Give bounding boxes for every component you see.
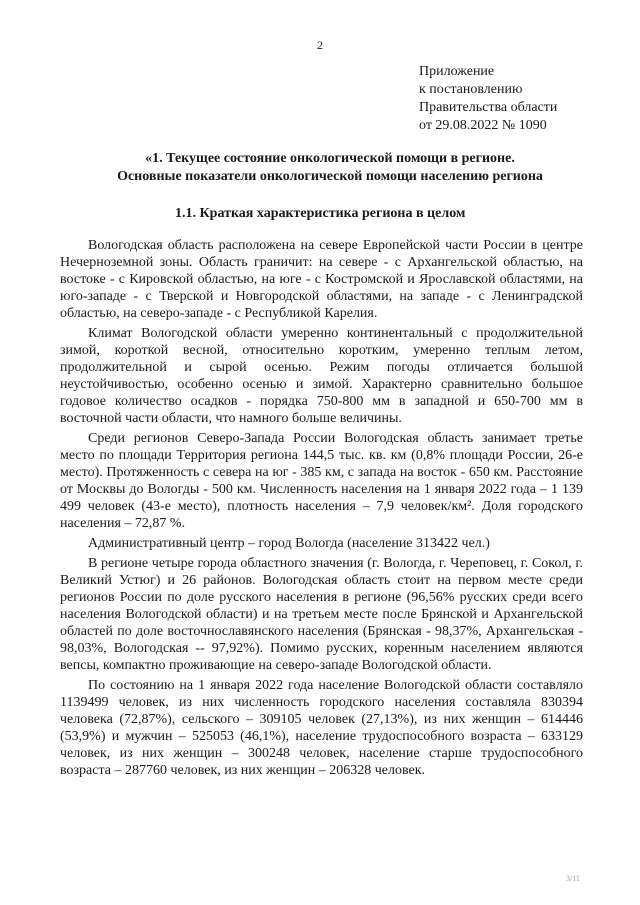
- paragraph: По состоянию на 1 января 2022 года население Вологодской области составляло 1139499 человек, из них численность городского населения составляла 830394 человека (72,87%), сельского – 309105 человек (27,13%), из них женщин – 614446 (53,9%) и мужчин – 525053 (46,1%), население трудоспособного возраста – 633129 человек, из них женщин – 300248 человек, население старше трудоспособного возраста – 287760 человек, из них женщин – 206328 человек.: [60, 678, 583, 778]
- paragraph: Административный центр – город Вологда (население 313422 чел.): [88, 536, 490, 551]
- appendix-line: от 29.08.2022 № 1090: [419, 118, 547, 133]
- appendix-line: к постановлению: [419, 82, 523, 97]
- document-body: [60, 237, 583, 779]
- paragraph: Среди регионов Северо-Запада России Вологодская область занимает третье место по площади Территория региона 144,5 тыс. кв. км (0,8% площади России, 26-е место). Протяженность с севера на юг - 385 км, с запада на восток - 650 км. Расстояние от Москвы до Вологды - 500 км. Численность населения на 1 января 2022 года – 1 139 499 человек (43-е место), плотность населения – 7,9 человек/км². Доля городского населения – 72,87 %.: [60, 431, 583, 531]
- title-line: «1. Текущее состояние онкологической помощи в регионе.: [145, 151, 515, 166]
- paragraph: Климат Вологодской области умеренно континентальный с продолжительной зимой, короткой весной, относительно коротким, умеренно теплым летом, продолжительной и сырой осенью. Режим погоды отличается большой неустойчивостью, особенно осенью и зимой. Характерно сравнительно большое годовое количество осадков - порядка 750-800 мм в западной и 650-700 мм в восточной части области, что намного больше величины.: [60, 326, 583, 426]
- page-stamp: 3/11: [566, 874, 580, 883]
- paragraph: В регионе четыре города областного значения (г. Вологда, г. Череповец, г. Сокол, г. Великий Устюг) и 26 районов. Вологодская область стоит на первом месте среди регионов России по доле русского населения в регионе (96,56% русских среди всего населения Вологодской области) и на третьем месте после Брянской и Архангельской областей по доле восточнославянского населения (Брянская - 98,37%, Архангельская - 98,03%, Вологодская -- 97,92%). Помимо русских, коренным населением являются вепсы, компактно проживающие на северо-западе Вологодской области.: [60, 556, 583, 673]
- paragraph: Вологодская область расположена на севере Европейской части России в центре Нечерноземной зоны. Область граничит: на севере - с Архангельской областью, на востоке - с Кировской областью, на юге - с Костромской и Ярославской областями, на юго-западе - с Тверской и Новгородской областями, на западе - с Ленинградской областью, на северо-западе - с Республикой Карелия.: [60, 238, 583, 321]
- appendix-block: [419, 63, 557, 135]
- section-heading: 1.1. Краткая характеристика региона в целом: [175, 206, 466, 221]
- appendix-line: Приложение: [419, 64, 495, 79]
- appendix-line: Правительства области: [419, 100, 558, 115]
- page-number: 2: [317, 38, 323, 52]
- title-line: Основные показатели онкологической помощи населению региона: [117, 169, 543, 184]
- document-title: [95, 150, 565, 186]
